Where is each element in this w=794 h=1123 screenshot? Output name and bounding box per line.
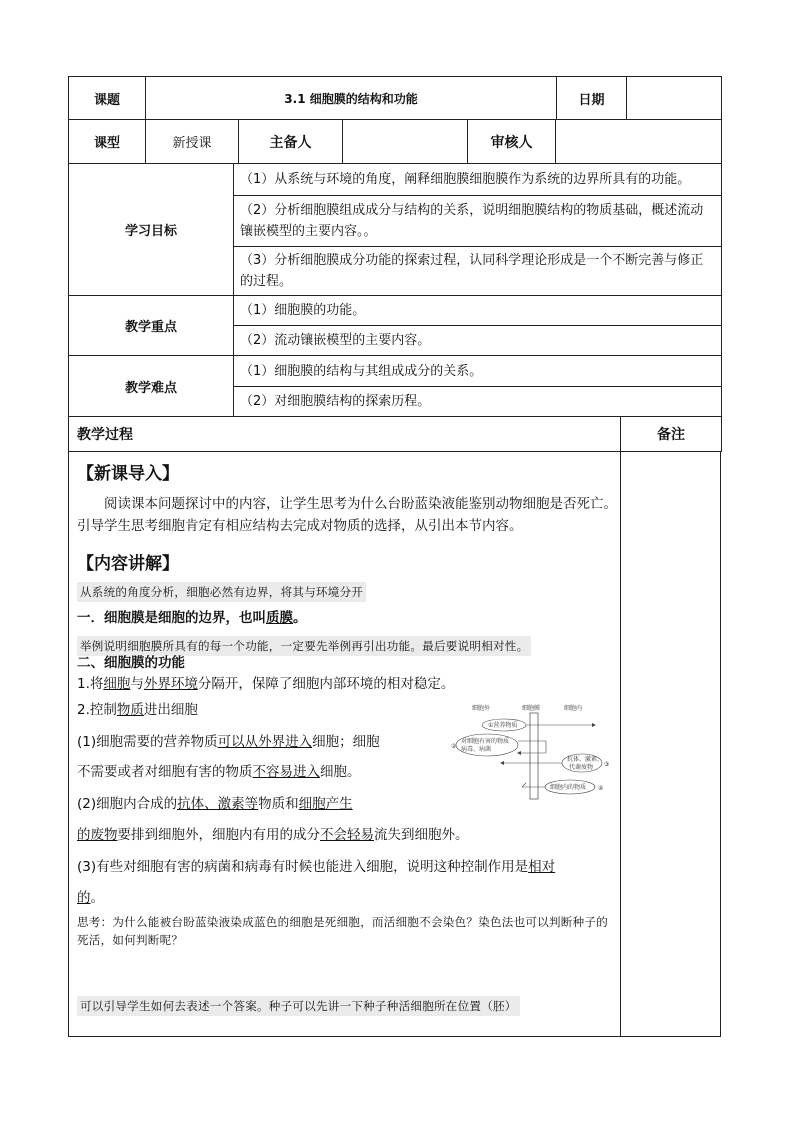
section-one-heading: 一．细胞膜是细胞的边界，也叫质膜。 [77,610,307,626]
remarks-label: 备注 [621,417,722,452]
key-point-item: （2）流动镶嵌模型的主要内容。 [234,326,722,356]
membrane-transport-diagram [452,701,612,801]
diagram-label-inside: 细胞内 [564,705,583,712]
diagram-waste: 代谢废物 [569,764,594,771]
type-value: 新授课 [146,120,239,164]
process-body [68,451,721,1037]
diagram-label-membrane: 细胞膜 [522,705,541,712]
diagram-n3: ③ [604,761,610,768]
teacher-note: 从系统的角度分析，细胞必然有边界，将其与环境分开 [77,582,366,602]
key-points-label: 教学重点 [69,296,234,356]
header-row-type [68,119,722,164]
teacher-note: 举例说明细胞膜所具有的每一个功能，一定要先举例再引出功能。最后要说明相对性。 [77,636,531,656]
diagram-harmful2: 病毒、病菌 [461,746,492,753]
function-1: 1.将细胞与外界环境分隔开，保障了细胞内部环境的相对稳定。 [77,676,455,692]
function-2-1-cont: 不需要或者对细胞有害的物质不容易进入细胞。 [77,764,361,780]
difficulty-item: （1）细胞膜的结构与其组成成分的关系。 [234,356,722,387]
reviewer-value [556,120,722,164]
function-2-3: (3)有些对细胞有害的病菌和病毒有时候也能进入细胞，说明这种控制作用是相对 [77,859,556,875]
process-header [68,416,722,452]
diagram-label-outside: 细胞外 [472,705,491,712]
preparer-value [343,120,468,164]
type-label: 课型 [69,120,146,164]
date-label: 日期 [557,77,627,120]
topic-value: 3.1 细胞膜的结构和功能 [146,77,557,120]
intro-text: 阅读课本问题探讨中的内容，让学生思考为什么台盼蓝染液能鉴别动物细胞是否死亡。引导学生思考细胞肯定有相应结构去完成对物质的选择，从引出本节内容。 [77,496,617,534]
function-2-2: (2)细胞内合成的抗体、激素等物质和细胞产生 [77,796,353,812]
difficulties-label: 教学难点 [69,356,234,417]
content-title: 【内容讲解】 [77,554,179,574]
objectives-table [68,163,722,417]
think-question: 思考：为什么能被台盼蓝染液染成蓝色的细胞是死细胞，而活细胞不会染色？染色法也可以判断种子的死活，如何判断呢？ [77,915,608,947]
function-2-1: (1)细胞需要的营养物质可以从外界进入细胞；细胞 [77,734,380,750]
difficulty-item: （2）对细胞膜结构的探索历程。 [234,387,722,417]
intro-title: 【新课导入】 [77,464,179,484]
diagram-nutrients: ①营养物质 [488,722,518,729]
function-2-2-cont: 的废物要排到细胞外，细胞内有用的成分不会轻易流失到细胞外。 [77,827,469,843]
key-point-item: （1）细胞膜的功能。 [234,296,722,326]
goal-item: （1）从系统与环境的角度，阐释细胞膜细胞膜作为系统的边界所具有的功能。 [234,164,722,196]
diagram-useful: 细胞内的物质 [550,784,587,791]
teacher-note: 可以引导学生如何去表述一个答案。种子可以先讲一下种子种活细胞所在位置（胚） [77,996,520,1016]
diagram-harmful: 对细胞有害的物质 [461,738,510,745]
diagram-n2: ② [451,743,457,750]
goals-label: 学习目标 [69,164,234,296]
topic-label: 课题 [69,77,146,120]
goal-item: （3）分析细胞膜成分功能的探索过程，认同科学理论形成是一个不断完善与修正的过程。 [234,247,722,296]
diagram-n4: ④ [598,785,604,792]
preparer-label: 主备人 [239,120,343,164]
membrane-band [530,713,538,799]
date-value [627,77,722,120]
remarks-divider [620,451,621,1036]
function-2: 2.控制物质进出细胞 [77,702,198,718]
section-two-heading: 二、细胞膜的功能 [77,655,185,671]
reviewer-label: 审核人 [468,120,556,164]
diagram-secretion: 抗体、激素、 [567,756,604,763]
function-2-3-cont: 的。 [77,890,104,906]
header-row-topic [68,76,722,120]
process-label: 教学过程 [69,417,621,452]
goal-item: （2）分析细胞膜组成成分与结构的关系，说明细胞膜结构的物质基础，概述流动镶嵌模型的主要内容。。 [234,196,722,247]
